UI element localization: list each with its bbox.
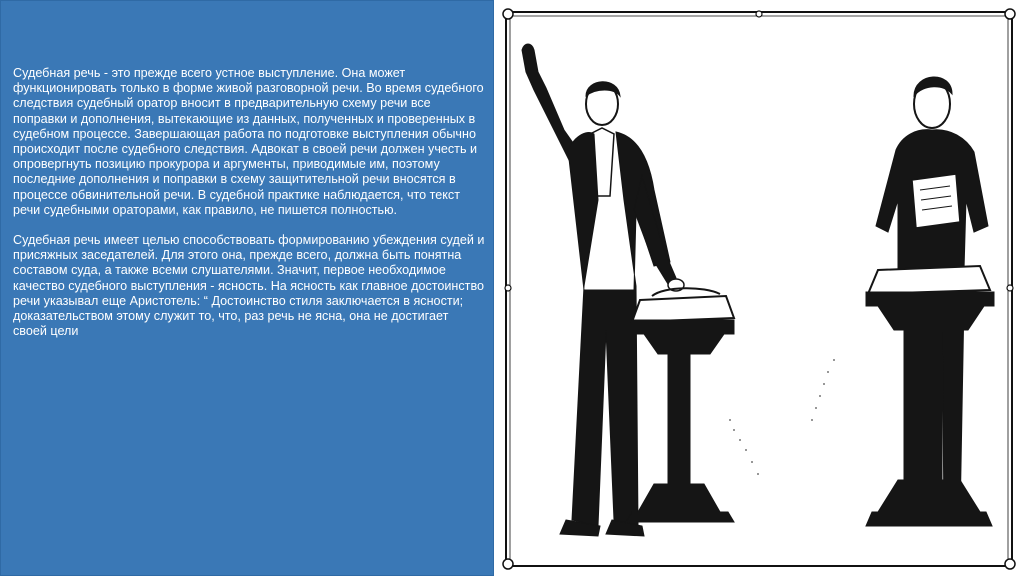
engraving-illustration (494, 0, 1024, 576)
text-panel (0, 0, 494, 576)
left-orator-figure (522, 44, 684, 536)
body-text (13, 66, 485, 339)
paragraph-2: Судебная речь имеет целью способствовать формированию убеждения судей и присяжных заседателей. Для этого она, прежде всего, должна быть понятна составом суда, а также всеми слушателями. Значит, первое необходимое качество судебного выступления - ясность. На ясность как главное достоинство речи указывал еще Аристотель: “ Достоинство стиля заключается в ясности; доказательством этому служит то, что, раз речь не ясна, она не достигает своей цели (13, 233, 485, 339)
left-lectern (626, 288, 734, 522)
right-lectern (866, 266, 994, 526)
floor-shading (729, 359, 835, 475)
paragraph-1: Судебная речь - это прежде всего устное выступление. Она может функционировать только в форме живой разговорной речи. Во время судебного следствия судебный оратор вносит в предварительную схему речи все поправки и дополнения, вытекающие из данных, полученных и проверенных в судебном процессе. Завершающая работа по подготовке выступления обычно происходит после судебного следствия. Адвокат в своей речи должен учесть и опровергнуть позицию прокурора и аргументы, приводимые им, поэтому последние дополнения и поправки в схему защитительной речи вносятся в процессе обвинительной речи. В судебной практике наблюдается, что текст речи судебными ораторами, как правило, не пишется полностью. (13, 66, 484, 217)
illustration-panel (494, 0, 1024, 576)
